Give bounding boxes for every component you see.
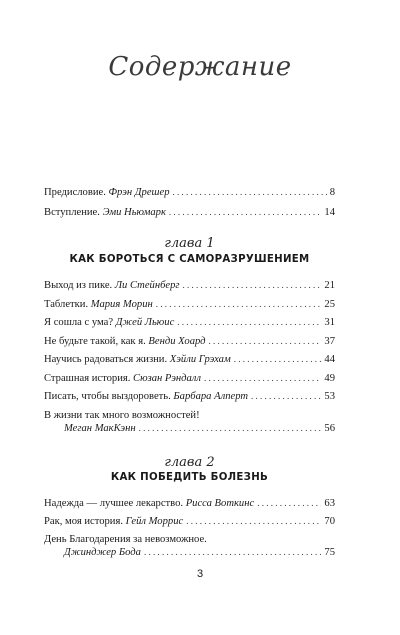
toc-entry[interactable] bbox=[44, 372, 335, 385]
entry-page: 49 bbox=[324, 373, 335, 384]
entry-title: Таблетки. bbox=[44, 299, 91, 310]
dot-leader bbox=[234, 353, 322, 366]
dot-leader bbox=[209, 335, 322, 348]
entry-author: Барбара Алперт bbox=[173, 391, 249, 402]
toc-entry[interactable] bbox=[44, 335, 335, 348]
chapter-1-title: КАК БОРОТЬСЯ С САМОРАЗРУШЕНИЕМ bbox=[69, 254, 310, 265]
entry-page: 63 bbox=[324, 498, 335, 509]
toc-entry[interactable] bbox=[44, 390, 335, 403]
dot-leader bbox=[144, 546, 321, 559]
entry-author: Меган МакКэнн bbox=[64, 423, 136, 434]
entry-page: 37 bbox=[324, 336, 335, 347]
dot-leader bbox=[177, 316, 321, 329]
dot-leader bbox=[204, 372, 321, 385]
entry-page: 44 bbox=[324, 354, 335, 365]
page-number: 3 bbox=[196, 568, 204, 580]
dot-leader bbox=[186, 515, 321, 528]
entry-author: Венди Хоард bbox=[148, 336, 206, 347]
dot-leader bbox=[257, 497, 321, 510]
entry-page: 53 bbox=[324, 391, 335, 402]
entry-author: Мария Морин bbox=[90, 299, 153, 310]
toc-entry-preface[interactable] bbox=[44, 186, 335, 199]
entry-author: Эми Ньюмарк bbox=[102, 207, 166, 218]
entry-page: 75 bbox=[324, 547, 335, 558]
dot-leader bbox=[183, 279, 322, 292]
chapter-2-label: глава 2 bbox=[164, 455, 215, 470]
entry-title: Научись радоваться жизни. bbox=[44, 354, 170, 365]
entry-page: 8 bbox=[329, 187, 335, 198]
entry-author: Ли Стейнберг bbox=[114, 280, 180, 291]
dot-leader bbox=[156, 298, 322, 311]
toc-entry[interactable] bbox=[44, 353, 335, 366]
dot-leader bbox=[139, 422, 322, 435]
entry-author: Сюзан Рэндалл bbox=[133, 373, 202, 384]
toc-entry-multiline[interactable] bbox=[44, 409, 335, 435]
toc-entry[interactable] bbox=[44, 298, 335, 311]
entry-title: Вступление. bbox=[44, 207, 103, 218]
entry-title: Страшная история. bbox=[44, 373, 134, 384]
entry-title: Я сошла с ума? bbox=[44, 317, 116, 328]
entry-page: 25 bbox=[324, 299, 335, 310]
entry-page: 56 bbox=[324, 423, 335, 434]
entry-author: Хэйли Грэхам bbox=[169, 354, 231, 365]
dot-leader bbox=[251, 390, 321, 403]
dot-leader bbox=[173, 186, 327, 199]
chapter-2-title: КАК ПОБЕДИТЬ БОЛЕЗНЬ bbox=[110, 472, 269, 483]
entry-title: Рак, моя история. bbox=[44, 516, 126, 527]
toc-entry[interactable] bbox=[44, 316, 335, 329]
toc-entry-multiline[interactable] bbox=[44, 533, 335, 559]
toc-entry[interactable] bbox=[44, 515, 335, 528]
dot-leader bbox=[169, 206, 322, 219]
entry-title: Выход из пике. bbox=[44, 280, 115, 291]
toc-entry[interactable] bbox=[44, 279, 335, 292]
toc-entry-intro[interactable] bbox=[44, 206, 335, 219]
entry-author: Джинджер Бода bbox=[64, 547, 141, 558]
entry-page: 70 bbox=[324, 516, 335, 527]
chapter-1-label: глава 1 bbox=[164, 236, 215, 251]
entry-title: Писать, чтобы выздороветь. bbox=[44, 391, 174, 402]
entry-author: Рисса Воткинс bbox=[185, 498, 255, 509]
entry-author: Фрэн Дрешер bbox=[108, 187, 170, 198]
entry-title: В жизни так много возможностей! bbox=[44, 410, 200, 421]
entry-page: 21 bbox=[324, 280, 335, 291]
entry-author: Джей Льюис bbox=[115, 317, 175, 328]
entry-title: Не будьте такой, как я. bbox=[44, 336, 149, 347]
entry-title: Надежда — лучшее лекарство. bbox=[44, 498, 186, 509]
entry-title: Предисловие. bbox=[44, 187, 109, 198]
entry-author: Гейл Моррис bbox=[125, 516, 184, 527]
page-title: Содержание bbox=[108, 52, 292, 82]
toc-entry[interactable] bbox=[44, 497, 335, 510]
entry-page: 31 bbox=[324, 317, 335, 328]
entry-title: День Благодарения за невозможное. bbox=[44, 534, 207, 545]
entry-page: 14 bbox=[324, 207, 335, 218]
